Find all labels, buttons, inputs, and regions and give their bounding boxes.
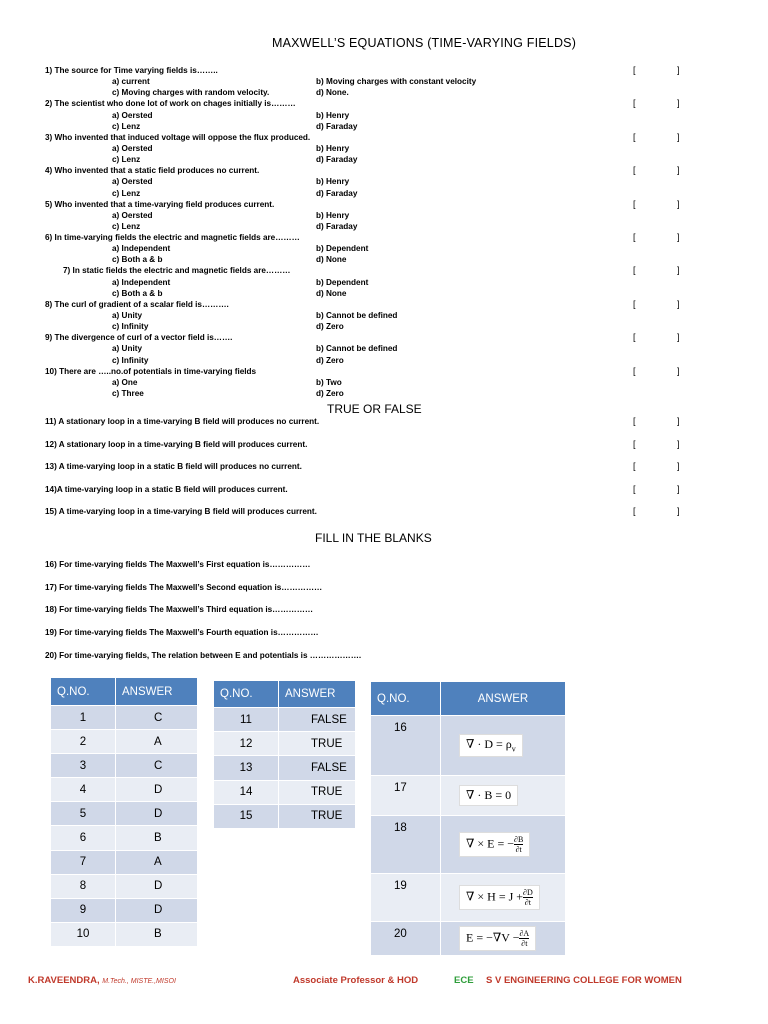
table-row <box>51 898 198 922</box>
qno-cell: 4 <box>51 778 116 802</box>
fib-question: 19) For time-varying fields The Maxwell’s Fourth equation is…………… <box>45 628 319 638</box>
footer <box>28 975 748 986</box>
option-d: d) Faraday <box>316 155 358 165</box>
equation-cell <box>441 922 566 956</box>
option-c: c) Infinity <box>112 355 149 365</box>
option-a: a) Oersted <box>112 210 153 220</box>
answer-cell: A <box>116 730 198 754</box>
equation-numerator: ∂B <box>514 835 524 844</box>
option-b: b) Henry <box>316 177 350 187</box>
qno-cell: 12 <box>214 732 279 756</box>
equation-subscript: v <box>511 744 516 754</box>
qno-cell: 2 <box>51 730 116 754</box>
answer-bracket-close: ] <box>677 165 680 176</box>
answer-bracket-close: ] <box>677 365 680 376</box>
question-text: 8) The curl of gradient of a scalar field is………. <box>45 299 229 309</box>
answer-bracket-open: [ <box>633 265 636 276</box>
answer-cell: A <box>116 850 198 874</box>
author-dept: ECE <box>454 975 474 986</box>
answer-bracket-open: [ <box>633 165 636 176</box>
table-header-qno: Q.NO. <box>51 678 116 706</box>
equation-lhs: E = −∇V − <box>466 930 520 945</box>
answer-bracket-close: ] <box>677 438 680 449</box>
fib-question: 16) For time-varying fields The Maxwell’s First equation is…………… <box>45 560 311 569</box>
tf-question: 11) A stationary loop in a time-varying B field will produces no current. <box>45 417 320 426</box>
option-c: c) Moving charges with random velocity. <box>112 88 270 98</box>
option-d: d) Faraday <box>316 121 358 131</box>
answer-bracket-close: ] <box>677 506 680 516</box>
answer-bracket-open: [ <box>633 365 636 376</box>
tf-title: TRUE OR FALSE <box>327 402 422 416</box>
answer-bracket-open: [ <box>633 298 636 309</box>
answer-bracket-open: [ <box>633 483 636 494</box>
table-header-qno: Q.NO. <box>214 681 279 708</box>
qno-cell: 1 <box>51 706 116 730</box>
option-b: b) Cannot be defined <box>316 311 398 320</box>
table-row <box>371 716 566 776</box>
answer-bracket-open: [ <box>633 198 636 209</box>
table-row <box>371 922 566 956</box>
option-a: a) current <box>112 77 150 87</box>
qno-cell: 13 <box>214 756 279 780</box>
answer-cell: FALSE <box>279 708 356 732</box>
answer-cell: TRUE <box>279 780 356 804</box>
table-header-qno: Q.NO. <box>371 682 441 716</box>
tf-question: 15) A time-varying loop in a time-varying B field will produces current. <box>45 507 317 516</box>
equation-denominator: ∂t <box>521 939 528 948</box>
option-b: b) Henry <box>316 110 350 120</box>
option-b: b) Dependent <box>316 244 369 254</box>
option-a: a) Oersted <box>112 110 153 120</box>
question-text: 5) Who invented that a time-varying field produces current. <box>45 199 275 209</box>
answer-bracket-close: ] <box>677 131 680 142</box>
option-c: c) Lenz <box>112 155 141 165</box>
answer-bracket-close: ] <box>677 65 680 75</box>
equation <box>459 885 540 910</box>
equation-numerator: ∂A <box>519 929 530 938</box>
option-d: d) None. <box>316 88 349 98</box>
author-role: Associate Professor & HOD <box>293 975 419 986</box>
option-b: b) Two <box>316 377 342 387</box>
table-header-answer: ANSWER <box>279 681 356 708</box>
option-d: d) Faraday <box>316 222 358 231</box>
fib-question: 17) For time-varying fields The Maxwell’s Second equation is…………… <box>45 582 323 592</box>
answer-table-fib <box>370 681 566 956</box>
equation <box>459 832 530 857</box>
option-b: b) Cannot be defined <box>316 344 398 354</box>
qno-cell: 8 <box>51 874 116 898</box>
question-text: 2) The scientist who done lot of work on chages initially is……… <box>45 99 296 109</box>
table-row <box>214 732 356 756</box>
option-b: b) Henry <box>316 210 350 220</box>
qno-cell: 17 <box>371 776 441 816</box>
table-header-answer: ANSWER <box>116 678 198 706</box>
equation-lhs: ∇ · D = ρ <box>466 737 512 752</box>
answer-bracket-close: ] <box>677 265 680 276</box>
qno-cell: 11 <box>214 708 279 732</box>
answer-cell: B <box>116 826 198 850</box>
answer-bracket-close: ] <box>677 198 680 209</box>
option-c: c) Lenz <box>112 222 141 231</box>
qno-cell: 6 <box>51 826 116 850</box>
qno-cell: 19 <box>371 874 441 922</box>
table-row <box>51 706 198 730</box>
qno-cell: 16 <box>371 716 441 776</box>
option-d: d) None <box>316 288 347 298</box>
answer-bracket-close: ] <box>677 483 680 494</box>
table-row <box>51 826 198 850</box>
answer-cell: B <box>116 922 198 946</box>
author-name: K.RAVEENDRA, <box>28 975 100 986</box>
fib-title: FILL IN THE BLANKS <box>315 531 432 545</box>
option-d: d) Zero <box>316 389 344 398</box>
answer-cell: D <box>116 802 198 826</box>
option-a: a) Oersted <box>112 144 153 153</box>
option-c: c) Lenz <box>112 121 141 131</box>
option-d: d) Zero <box>316 355 344 365</box>
question-text: 10) There are …..no.of potentials in time-varying fields <box>45 366 257 376</box>
question-text: 6) In time-varying fields the electric and magnetic fields are……… <box>45 233 300 242</box>
option-d: d) Zero <box>316 322 344 332</box>
college-name: S V ENGINEERING COLLEGE FOR WOMEN <box>486 975 682 986</box>
qno-cell: 20 <box>371 922 441 956</box>
answer-bracket-close: ] <box>677 298 680 309</box>
equation <box>459 926 536 951</box>
question-text: 4) Who invented that a static field produces no current. <box>45 166 260 176</box>
qno-cell: 7 <box>51 850 116 874</box>
answer-bracket-close: ] <box>677 461 680 471</box>
table-row <box>51 850 198 874</box>
fib-question: 20) For time-varying fields, The relation between E and potentials is ………………. <box>45 650 362 660</box>
answer-bracket-open: [ <box>633 506 636 516</box>
equation-lhs: ∇ × H = J + <box>466 889 524 904</box>
answer-bracket-open: [ <box>633 232 636 242</box>
equation-lhs: ∇ · B = 0 <box>466 788 512 802</box>
qno-cell: 15 <box>214 804 279 828</box>
option-c: c) Three <box>112 389 144 398</box>
option-b: b) Moving charges with constant velocity <box>316 77 477 87</box>
fib-question: 18) For time-varying fields The Maxwell’s Third equation is…………… <box>45 605 314 615</box>
table-row <box>371 874 566 922</box>
equation-denominator: ∂t <box>524 898 531 907</box>
option-a: a) Independent <box>112 244 171 254</box>
tf-question: 14)A time-varying loop in a static B field will produces current. <box>45 484 288 494</box>
table-row <box>51 730 198 754</box>
qno-cell: 14 <box>214 780 279 804</box>
page-title: MAXWELL’S EQUATIONS (TIME-VARYING FIELDS) <box>272 36 577 50</box>
answer-bracket-close: ] <box>677 416 680 426</box>
equation <box>459 734 523 756</box>
answer-bracket-open: [ <box>633 98 636 109</box>
author-quals: M.Tech., MISTE.,MISOI <box>102 978 176 985</box>
answer-cell: C <box>116 706 198 730</box>
answer-bracket-open: [ <box>633 65 636 75</box>
equation-cell <box>441 776 566 816</box>
option-a: a) One <box>112 377 138 387</box>
option-c: c) Lenz <box>112 188 141 198</box>
answer-cell: D <box>116 874 198 898</box>
table-row <box>214 756 356 780</box>
equation <box>459 785 518 806</box>
answer-cell: TRUE <box>279 804 356 828</box>
table-header-answer: ANSWER <box>441 682 566 716</box>
option-d: d) Faraday <box>316 188 358 198</box>
qno-cell: 18 <box>371 816 441 874</box>
table-row <box>51 778 198 802</box>
option-b: b) Henry <box>316 144 350 153</box>
table-row <box>51 922 198 946</box>
qno-cell: 9 <box>51 898 116 922</box>
equation-cell <box>441 716 566 776</box>
qno-cell: 5 <box>51 802 116 826</box>
question-text: 9) The divergence of curl of a vector field is……. <box>45 333 233 343</box>
question-text: 7) In static fields the electric and magnetic fields are……… <box>63 266 291 276</box>
answer-bracket-close: ] <box>677 332 680 343</box>
answer-bracket-open: [ <box>633 416 636 426</box>
qno-cell: 3 <box>51 754 116 778</box>
table-row <box>214 780 356 804</box>
tf-question: 13) A time-varying loop in a static B field will produces no current. <box>45 462 302 471</box>
option-a: a) Unity <box>112 311 143 320</box>
answer-cell: D <box>116 778 198 802</box>
answer-table-tf <box>213 680 356 829</box>
option-c: c) Both a & b <box>112 255 163 265</box>
answer-table-mcq <box>50 677 198 947</box>
answer-bracket-open: [ <box>633 332 636 343</box>
equation-cell <box>441 816 566 874</box>
qno-cell: 10 <box>51 922 116 946</box>
table-row <box>51 754 198 778</box>
question-text: 3) Who invented that induced voltage will oppose the flux produced. <box>45 132 311 142</box>
question-text: 1) The source for Time varying fields is…….. <box>45 66 218 75</box>
answer-bracket-open: [ <box>633 438 636 449</box>
option-a: a) Unity <box>112 344 143 354</box>
table-row <box>371 816 566 874</box>
table-row <box>214 708 356 732</box>
equation-denominator: ∂t <box>515 845 522 854</box>
table-row <box>51 874 198 898</box>
option-c: c) Infinity <box>112 322 149 332</box>
answer-cell: FALSE <box>279 756 356 780</box>
equation-lhs: ∇ × E = − <box>466 836 515 851</box>
answer-cell: C <box>116 754 198 778</box>
answer-bracket-close: ] <box>677 98 680 109</box>
answer-cell: D <box>116 898 198 922</box>
tf-question: 12) A stationary loop in a time-varying B field will produces current. <box>45 439 308 449</box>
option-a: a) Independent <box>112 277 171 287</box>
answer-bracket-open: [ <box>633 131 636 142</box>
table-row <box>214 804 356 828</box>
answer-cell: TRUE <box>279 732 356 756</box>
answer-bracket-open: [ <box>633 461 636 471</box>
table-row <box>51 802 198 826</box>
option-c: c) Both a & b <box>112 288 163 298</box>
option-a: a) Oersted <box>112 177 153 187</box>
equation-numerator: ∂D <box>523 888 533 897</box>
option-b: b) Dependent <box>316 277 369 287</box>
option-d: d) None <box>316 255 347 265</box>
equation-cell <box>441 874 566 922</box>
answer-bracket-close: ] <box>677 232 680 242</box>
table-row <box>371 776 566 816</box>
